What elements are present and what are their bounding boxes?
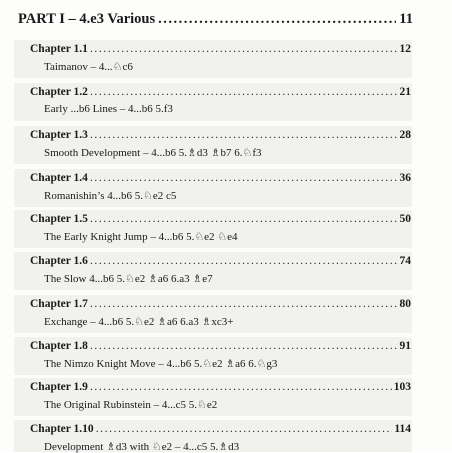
chapter-subtitle: Development ♗d3 with ♘e2 – 4...c5 5.♗d3 bbox=[44, 441, 240, 453]
chapter-subtitle: Taimanov – 4...♘c6 bbox=[44, 61, 133, 73]
chapter-label: Chapter 1.3 bbox=[30, 129, 88, 141]
chapter-subtitle: The Original Rubinstein – 4...c5 5.♘e2 bbox=[44, 399, 218, 411]
chapter-label: Chapter 1.5 bbox=[30, 213, 88, 225]
dot-leader bbox=[90, 129, 398, 141]
dot-leader bbox=[90, 298, 398, 310]
chapter-subtitle: The Slow 4...b6 5.♘e2 ♗a6 6.a3 ♗e7 bbox=[44, 273, 213, 285]
chapter-page-number: 80 bbox=[399, 298, 411, 310]
dot-leader bbox=[90, 255, 398, 267]
chapter-entry-1-2[interactable] bbox=[14, 83, 412, 121]
part-heading bbox=[18, 11, 413, 33]
chapter-subtitle: Exchange – 4...b6 5.♘e2 ♗a6 6.a3 ♗xc3+ bbox=[44, 316, 234, 328]
part-title: PART I – 4.e3 Various bbox=[18, 11, 156, 27]
chapter-subtitle: The Early Knight Jump – 4...b6 5.♘e2 ♘e4 bbox=[44, 231, 238, 243]
chapter-entry-1-9[interactable] bbox=[14, 378, 412, 416]
chapter-entry-1-10[interactable] bbox=[14, 420, 412, 452]
chapter-entry-1-5[interactable] bbox=[14, 210, 412, 248]
chapter-label: Chapter 1.9 bbox=[30, 381, 88, 393]
part-page-number: 11 bbox=[399, 11, 413, 27]
chapter-subtitle: Romanishin’s 4...b6 5.♘e2 c5 bbox=[44, 190, 177, 202]
dot-leader bbox=[90, 381, 392, 393]
chapter-entry-1-8[interactable] bbox=[14, 337, 412, 375]
chapter-page-number: 36 bbox=[399, 172, 411, 184]
chapter-label: Chapter 1.1 bbox=[30, 43, 88, 55]
dot-leader bbox=[90, 43, 398, 55]
dot-leader bbox=[90, 213, 398, 225]
chapter-entry-1-4[interactable] bbox=[14, 169, 412, 207]
dot-leader bbox=[90, 86, 398, 98]
chapter-subtitle: Early ...b6 Lines – 4...b6 5.f3 bbox=[44, 103, 173, 115]
chapter-label: Chapter 1.6 bbox=[30, 255, 88, 267]
chapter-label: Chapter 1.2 bbox=[30, 86, 88, 98]
chapter-page-number: 21 bbox=[399, 86, 411, 98]
chapter-label: Chapter 1.7 bbox=[30, 298, 88, 310]
chapter-page-number: 28 bbox=[399, 129, 411, 141]
chapter-entry-1-7[interactable] bbox=[14, 295, 412, 333]
chapter-entry-1-3[interactable] bbox=[14, 126, 412, 164]
chapter-label: Chapter 1.8 bbox=[30, 340, 88, 352]
chapter-entry-1-6[interactable] bbox=[14, 252, 412, 290]
chapter-entry-1-1[interactable] bbox=[14, 40, 412, 78]
chapter-page-number: 12 bbox=[399, 43, 411, 55]
dot-leader bbox=[90, 340, 398, 352]
chapter-page-number: 114 bbox=[394, 423, 411, 435]
dot-leader bbox=[90, 172, 398, 184]
chapter-subtitle: The Nimzo Knight Move – 4...b6 5.♘e2 ♗a6 6.♘g3 bbox=[44, 358, 278, 370]
dot-leader bbox=[96, 423, 393, 435]
dot-leader bbox=[158, 11, 396, 28]
chapter-label: Chapter 1.10 bbox=[30, 423, 94, 435]
chapter-page-number: 91 bbox=[399, 340, 411, 352]
chapter-page-number: 50 bbox=[399, 213, 411, 225]
chapter-subtitle: Smooth Development – 4...b6 5.♗d3 ♗b7 6.♘f3 bbox=[44, 147, 262, 159]
chapter-label: Chapter 1.4 bbox=[30, 172, 88, 184]
chapter-page-number: 103 bbox=[393, 381, 411, 393]
chapter-page-number: 74 bbox=[399, 255, 411, 267]
